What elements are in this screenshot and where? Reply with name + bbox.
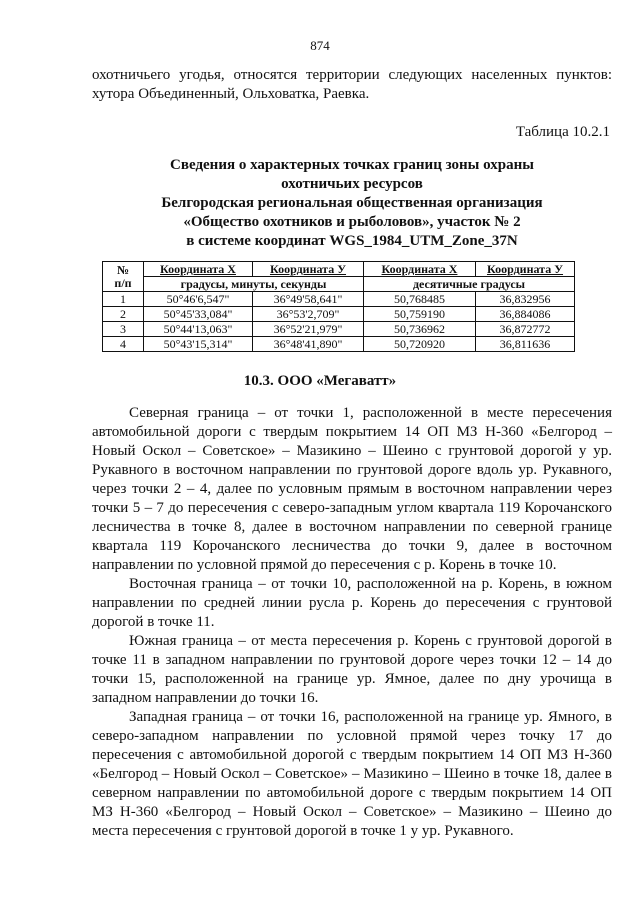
heading-line-5: в системе координат WGS_1984_UTM_Zone_37N <box>186 233 518 249</box>
table-caption: Таблица 10.2.1 <box>515 124 610 140</box>
cell-num: 2 <box>103 307 144 322</box>
body-text <box>92 404 612 841</box>
cell-y-dms: 36°48'41,890" <box>253 337 364 352</box>
section-title: 10.3. ООО «Мегаватт» <box>243 373 397 389</box>
intro-paragraph: охотничьего угодья, относятся территории следующих населенных пунктов: хутора Объединенный, Ольховатка, Раевка. <box>92 67 612 102</box>
cell-y-dec: 36,872772 <box>476 322 575 337</box>
paragraph-west-border: Западная граница – от точки 16, расположенной на границе ур. Ямного, в северо-западном направлении по условной прямой через точку 17 до пересечения с автомобильной дорогой с твердым покрытием 14 ОП МЗ Н-360 «Белгород – Новый Оскол – Советское» – Мазикино – Шеино в точке 18, далее в северном направлении по автомобильной дороге с твердым покрытием 14 ОП МЗ Н-360 «Белгород – Новый Оскол – Советское» – Мазикино – Шеино до места пересечения с грунтовой дорогой в точке 1 у ур. Рукавного. <box>92 709 612 839</box>
header-y-dms: Координата У <box>253 262 364 277</box>
cell-x-dms: 50°43'15,314" <box>144 337 253 352</box>
cell-x-dms: 50°46'6,547" <box>144 292 253 307</box>
cell-x-dms: 50°44'13,063" <box>144 322 253 337</box>
cell-num: 3 <box>103 322 144 337</box>
table-header-row <box>103 262 575 277</box>
cell-y-dec: 36,832956 <box>476 292 575 307</box>
cell-x-dec: 50,768485 <box>364 292 476 307</box>
heading-line-1: Сведения о характерных точках границ зоны охраны <box>170 157 534 173</box>
table-row <box>103 292 575 307</box>
heading-line-3: Белгородская региональная общественная организация <box>161 195 543 211</box>
cell-num: 1 <box>103 292 144 307</box>
cell-num: 4 <box>103 337 144 352</box>
header-x-dms: Координата X <box>144 262 253 277</box>
cell-y-dec: 36,884086 <box>476 307 575 322</box>
paragraph-north-border: Северная граница – от точки 1, расположенной в месте пересечения автомобильной дороги с твердым покрытием 14 ОП МЗ Н-360 «Белгород – Новый Оскол – Советское» – Мазикино – Шеино с грунтовой дорогой у ур. Рукавного в восточном направлении по грунтовой дороге вдоль ур. Рукавного, через точки 2 – 4, далее по условным прямым в восточном направлении через точки 5 – 7 до пересечения с северо-западным углом квартала 119 Корочанского лесничества в точке 8, далее в восточном направлении по северной границе квартала 119 Корочанского лесничества до точки 9, далее в восточном направлении по условной прямой до пересечения с р. Корень в точке 10. <box>92 405 612 573</box>
cell-y-dec: 36,811636 <box>476 337 575 352</box>
table-row <box>103 322 575 337</box>
coordinates-table <box>102 261 575 352</box>
header-num-line-2: п/п <box>114 275 132 290</box>
cell-x-dec: 50,736962 <box>364 322 476 337</box>
header-x-dec: Координата X <box>364 262 476 277</box>
heading-line-4: «Общество охотников и рыболовов», участок № 2 <box>183 214 521 230</box>
page-number: 874 <box>310 38 330 53</box>
header-num-line-1: № <box>116 262 130 277</box>
heading-line-2: охотничьих ресурсов <box>281 176 423 192</box>
header-num <box>103 262 144 292</box>
paragraph-east-border: Восточная граница – от точки 10, расположенной на р. Корень, в южном направлении по средней линии русла р. Корень до пересечения с грунтовой дорогой в точке 11. <box>92 576 612 630</box>
cell-y-dms: 36°52'21,979" <box>253 322 364 337</box>
table-row <box>103 337 575 352</box>
cell-x-dec: 50,759190 <box>364 307 476 322</box>
subheader-dms: градусы, минуты, секунды <box>144 277 364 292</box>
table-row <box>103 307 575 322</box>
paragraph-south-border: Южная граница – от места пересечения р. Корень с грунтовой дорогой в точке 11 в западном направлении по грунтовой дороге через точки 12 – 14 до точки 15, расположенной на границе ур. Ямное, далее по дну урочища в западном направлении до точки 16. <box>92 633 612 706</box>
cell-y-dms: 36°49'58,641" <box>253 292 364 307</box>
subheader-dec: десятичные градусы <box>364 277 575 292</box>
header-y-dec: Координата У <box>476 262 575 277</box>
cell-x-dms: 50°45'33,084" <box>144 307 253 322</box>
table-subheader-row <box>103 277 575 292</box>
cell-x-dec: 50,720920 <box>364 337 476 352</box>
table-heading <box>92 156 612 251</box>
cell-y-dms: 36°53'2,709" <box>253 307 364 322</box>
